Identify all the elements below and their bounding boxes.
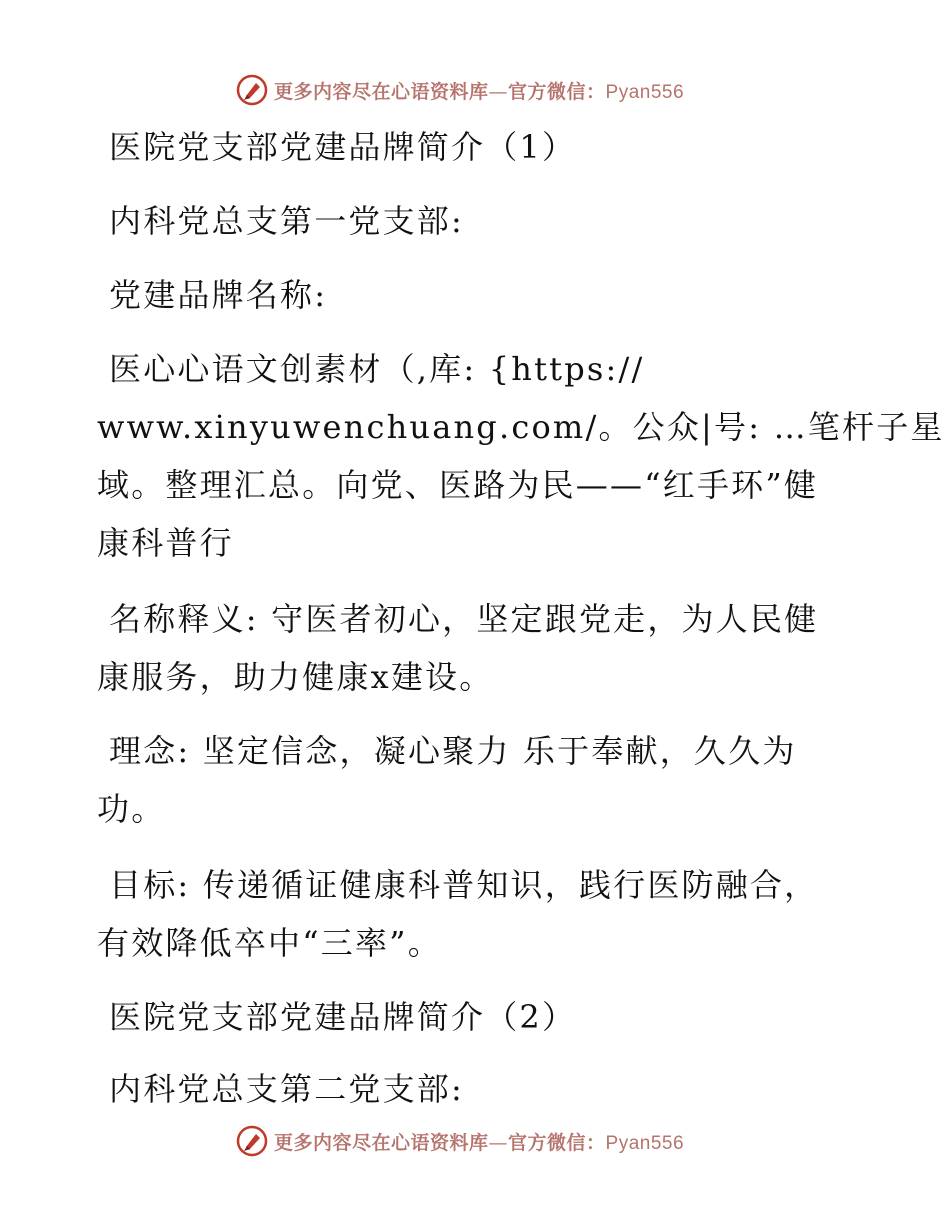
- pen-nib-logo-icon: [236, 74, 268, 106]
- section-title-1: [97, 118, 857, 176]
- brand-name-body: [97, 340, 945, 572]
- text-line: 医心心语文创素材（,库: {https://: [109, 350, 645, 388]
- brand-name-label: [97, 266, 857, 324]
- text-line: 目标: 传递循证健康科普知识，践行医防融合，: [109, 866, 819, 904]
- banner-wechat-label: 官方微信：: [508, 80, 606, 103]
- banner-text: [274, 77, 684, 104]
- name-meaning: [97, 590, 857, 706]
- text-line: 医院党支部党建品牌简介（1）: [109, 128, 577, 166]
- banner-wechat-label: 官方微信：: [508, 1131, 606, 1154]
- banner-text: [274, 1128, 684, 1155]
- banner-wechat-id: Pyan556: [605, 1132, 685, 1154]
- text-line: 内科党总支第一党支部:: [109, 202, 464, 240]
- banner-wechat-id: Pyan556: [605, 81, 685, 103]
- banner-dash: —: [488, 1131, 509, 1154]
- text-line: 党建品牌名称:: [109, 276, 328, 314]
- philosophy: [97, 722, 857, 838]
- section-title-2: [97, 988, 857, 1046]
- branch-heading-1: [97, 192, 857, 250]
- text-line: 理念: 坚定信念，凝心聚力 乐于奉献，久久为: [109, 732, 797, 770]
- text-line: 康服务，助力健康x建设。: [97, 658, 494, 696]
- goal: [97, 856, 857, 972]
- header-banner: [236, 73, 684, 107]
- branch-heading-2: [97, 1060, 857, 1118]
- text-line: www.xinyuwenchuang.com/。公众|号: …笔杆子星: [97, 408, 945, 446]
- banner-dash: —: [488, 80, 509, 103]
- text-line: 有效降低卒中“三率”。: [97, 924, 442, 962]
- text-line: 功。: [97, 790, 166, 828]
- text-line: 医院党支部党建品牌简介（2）: [109, 998, 577, 1036]
- text-line: 内科党总支第二党支部:: [109, 1070, 464, 1108]
- banner-main-text: 更多内容尽在心语资料库: [274, 1131, 489, 1154]
- pen-nib-logo-icon: [236, 1125, 268, 1157]
- text-line: 域。整理汇总。向党、医路为民——“红手环”健: [97, 466, 819, 504]
- banner-main-text: 更多内容尽在心语资料库: [274, 80, 489, 103]
- text-line: 康科普行: [97, 524, 234, 562]
- text-line: 名称释义: 守医者初心，坚定跟党走，为人民健: [109, 600, 819, 638]
- footer-banner: [236, 1124, 684, 1158]
